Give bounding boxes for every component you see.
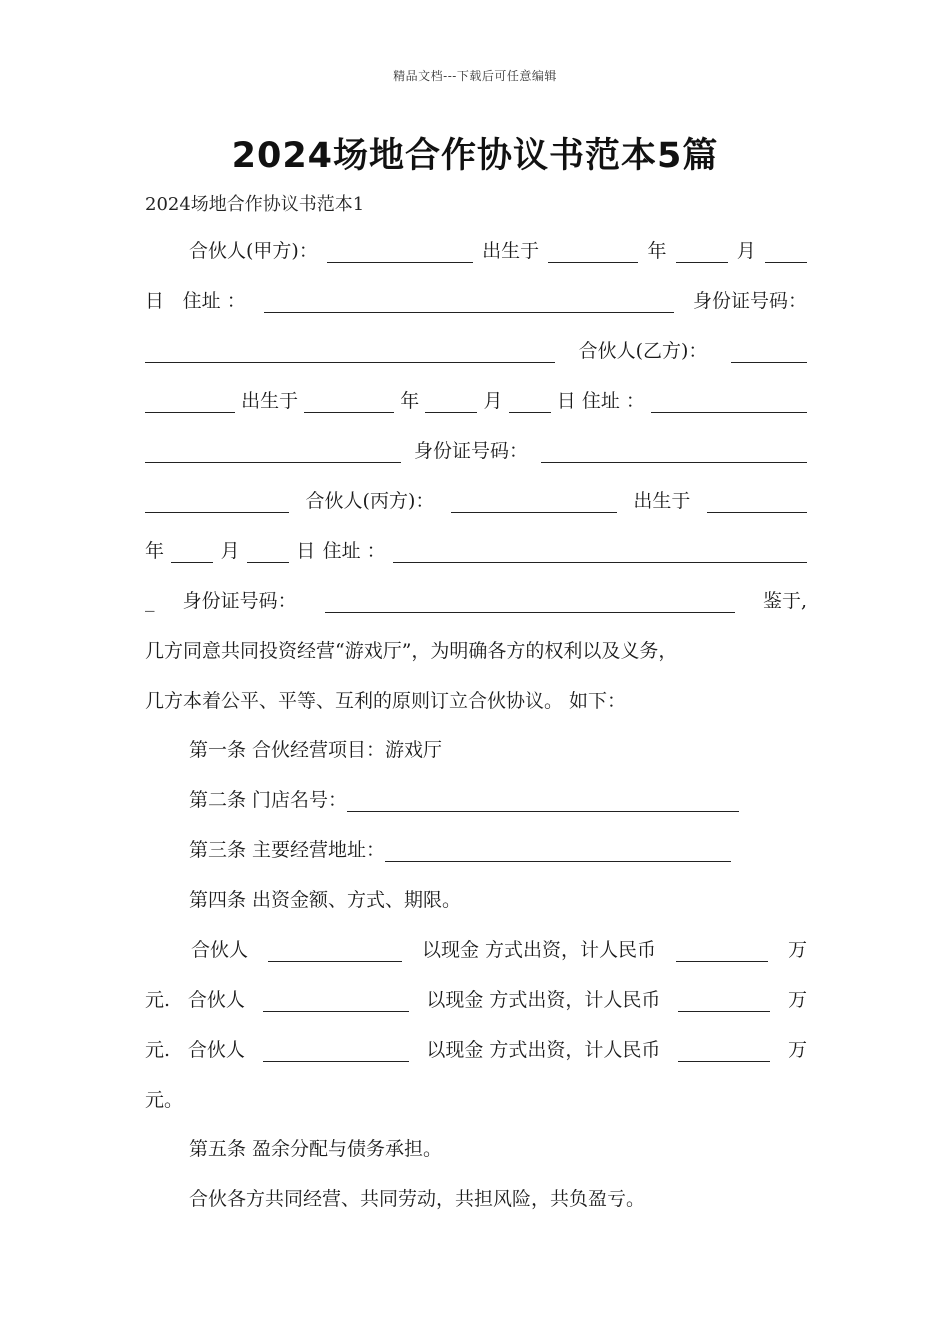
blank-address [393,542,807,563]
blank-investment-amount [678,1041,770,1062]
blank-birth-year [304,392,394,413]
investment-method: 以现金 方式出资，计人民币 [426,989,661,1011]
investment-unit-wan: 万 [787,939,807,961]
label-day: 日 [296,540,316,562]
blank-id-number [541,442,807,463]
label-year: 年 [400,390,420,412]
investment-unit-wan: 万 [787,989,807,1011]
label-partner-b: 合伙人(乙方)： [578,340,708,362]
header-note: 精品文档---下载后可任意编辑 [393,69,557,83]
investment-unit-yuan: 元. [145,1039,171,1061]
blank-store-name [347,791,739,812]
label-address: 住址 ： [581,390,645,412]
label-whereas: 鉴于, [762,590,807,612]
paragraph-line-1: 几方同意共同投资经营“游戏厅”，为明确各方的权利以及义务， [145,640,678,662]
label-id-number: 身份证号码： [182,590,297,612]
blank-partner-c-name [451,492,617,513]
article-2: 第二条 门店名号： [189,789,348,811]
blank-business-address [385,841,731,862]
label-partner-c: 合伙人(丙方)： [305,490,435,512]
label-year: 年 [145,540,165,562]
investment-unit-wan: 万 [787,1039,807,1061]
investment-line-2 [145,988,807,1012]
article-1: 第一条 合伙经营项目：游戏厅 [189,739,443,761]
blank-address [264,292,674,313]
investment-method: 以现金 方式出资，计人民币 [421,939,656,961]
article-5: 第五条 盈余分配与债务承担。 [189,1138,443,1160]
label-address: 住址 ： [322,540,386,562]
blank-id-number [325,592,735,613]
blank-address [651,392,807,413]
investment-method: 以现金 方式出资，计人民币 [426,1039,661,1061]
label-month: 月 [736,240,756,262]
blank-investment-amount [678,991,770,1012]
label-month: 月 [220,540,240,562]
investment-line-3 [145,1038,807,1062]
blank-id-number [145,342,555,363]
investment-partner-label: 合伙人 [191,939,249,961]
label-id-number: 身份证号码： [413,440,528,462]
line-partner-c [145,489,807,513]
label-day: 日 [145,290,165,312]
line-partner-a-address [145,289,807,313]
line-partner-c-id [145,589,807,613]
label-born: 出生于 [482,240,540,262]
line-partner-a [145,239,807,263]
investment-unit-yuan: 元. [145,989,171,1011]
blank-birth-day [509,392,551,413]
label-born: 出生于 [241,390,299,412]
blank-birth-year [707,492,807,513]
blank-id-number-cont [145,492,289,513]
closing-paragraph: 合伙各方共同经营、共同劳动，共担风险，共负盈亏。 [189,1188,646,1210]
blank-partner-b-name [731,342,807,363]
label-day: 日 [556,390,576,412]
underscore-mark: _ [145,590,155,612]
blank-address-cont [145,442,401,463]
blank-investment-amount [676,941,768,962]
blank-birth-day [247,542,289,563]
blank-partner-b-name-cont [145,392,235,413]
line-partner-b-birth [145,389,807,413]
document-subtitle: 2024场地合作协议书范本1 [145,194,365,215]
label-partner-a: 合伙人(甲方)： [189,240,318,262]
investment-partner-label: 合伙人 [187,989,245,1011]
blank-partner-a-name [327,242,473,263]
label-id-number: 身份证号码： [692,290,807,312]
blank-birth-month [676,242,728,263]
article-4: 第四条 出资金额、方式、期限。 [189,889,462,911]
blank-investor-name [268,941,402,962]
label-address: 住址 ： [182,290,246,312]
label-year: 年 [647,240,667,262]
investment-partner-label: 合伙人 [187,1039,245,1061]
blank-investor-name [263,991,409,1012]
blank-birth-day [765,242,807,263]
paragraph-line-2: 几方本着公平、平等、互利的原则订立合伙协议。 如下： [145,690,627,712]
blank-investor-name [263,1041,409,1062]
blank-birth-month [171,542,213,563]
blank-birth-month [425,392,477,413]
article-3-line [145,838,807,862]
blank-birth-year [548,242,638,263]
investment-end: 元。 [145,1089,184,1111]
label-born: 出生于 [633,490,691,512]
label-month: 月 [483,390,503,412]
investment-line-1 [145,938,807,962]
line-partner-c-address [145,539,807,563]
line-partner-b [145,339,807,363]
document-title: 2024场地合作协议书范本5篇 [231,136,719,176]
article-3: 第三条 主要经营地址： [189,839,386,861]
article-2-line [145,788,807,812]
line-partner-b-id [145,439,807,463]
